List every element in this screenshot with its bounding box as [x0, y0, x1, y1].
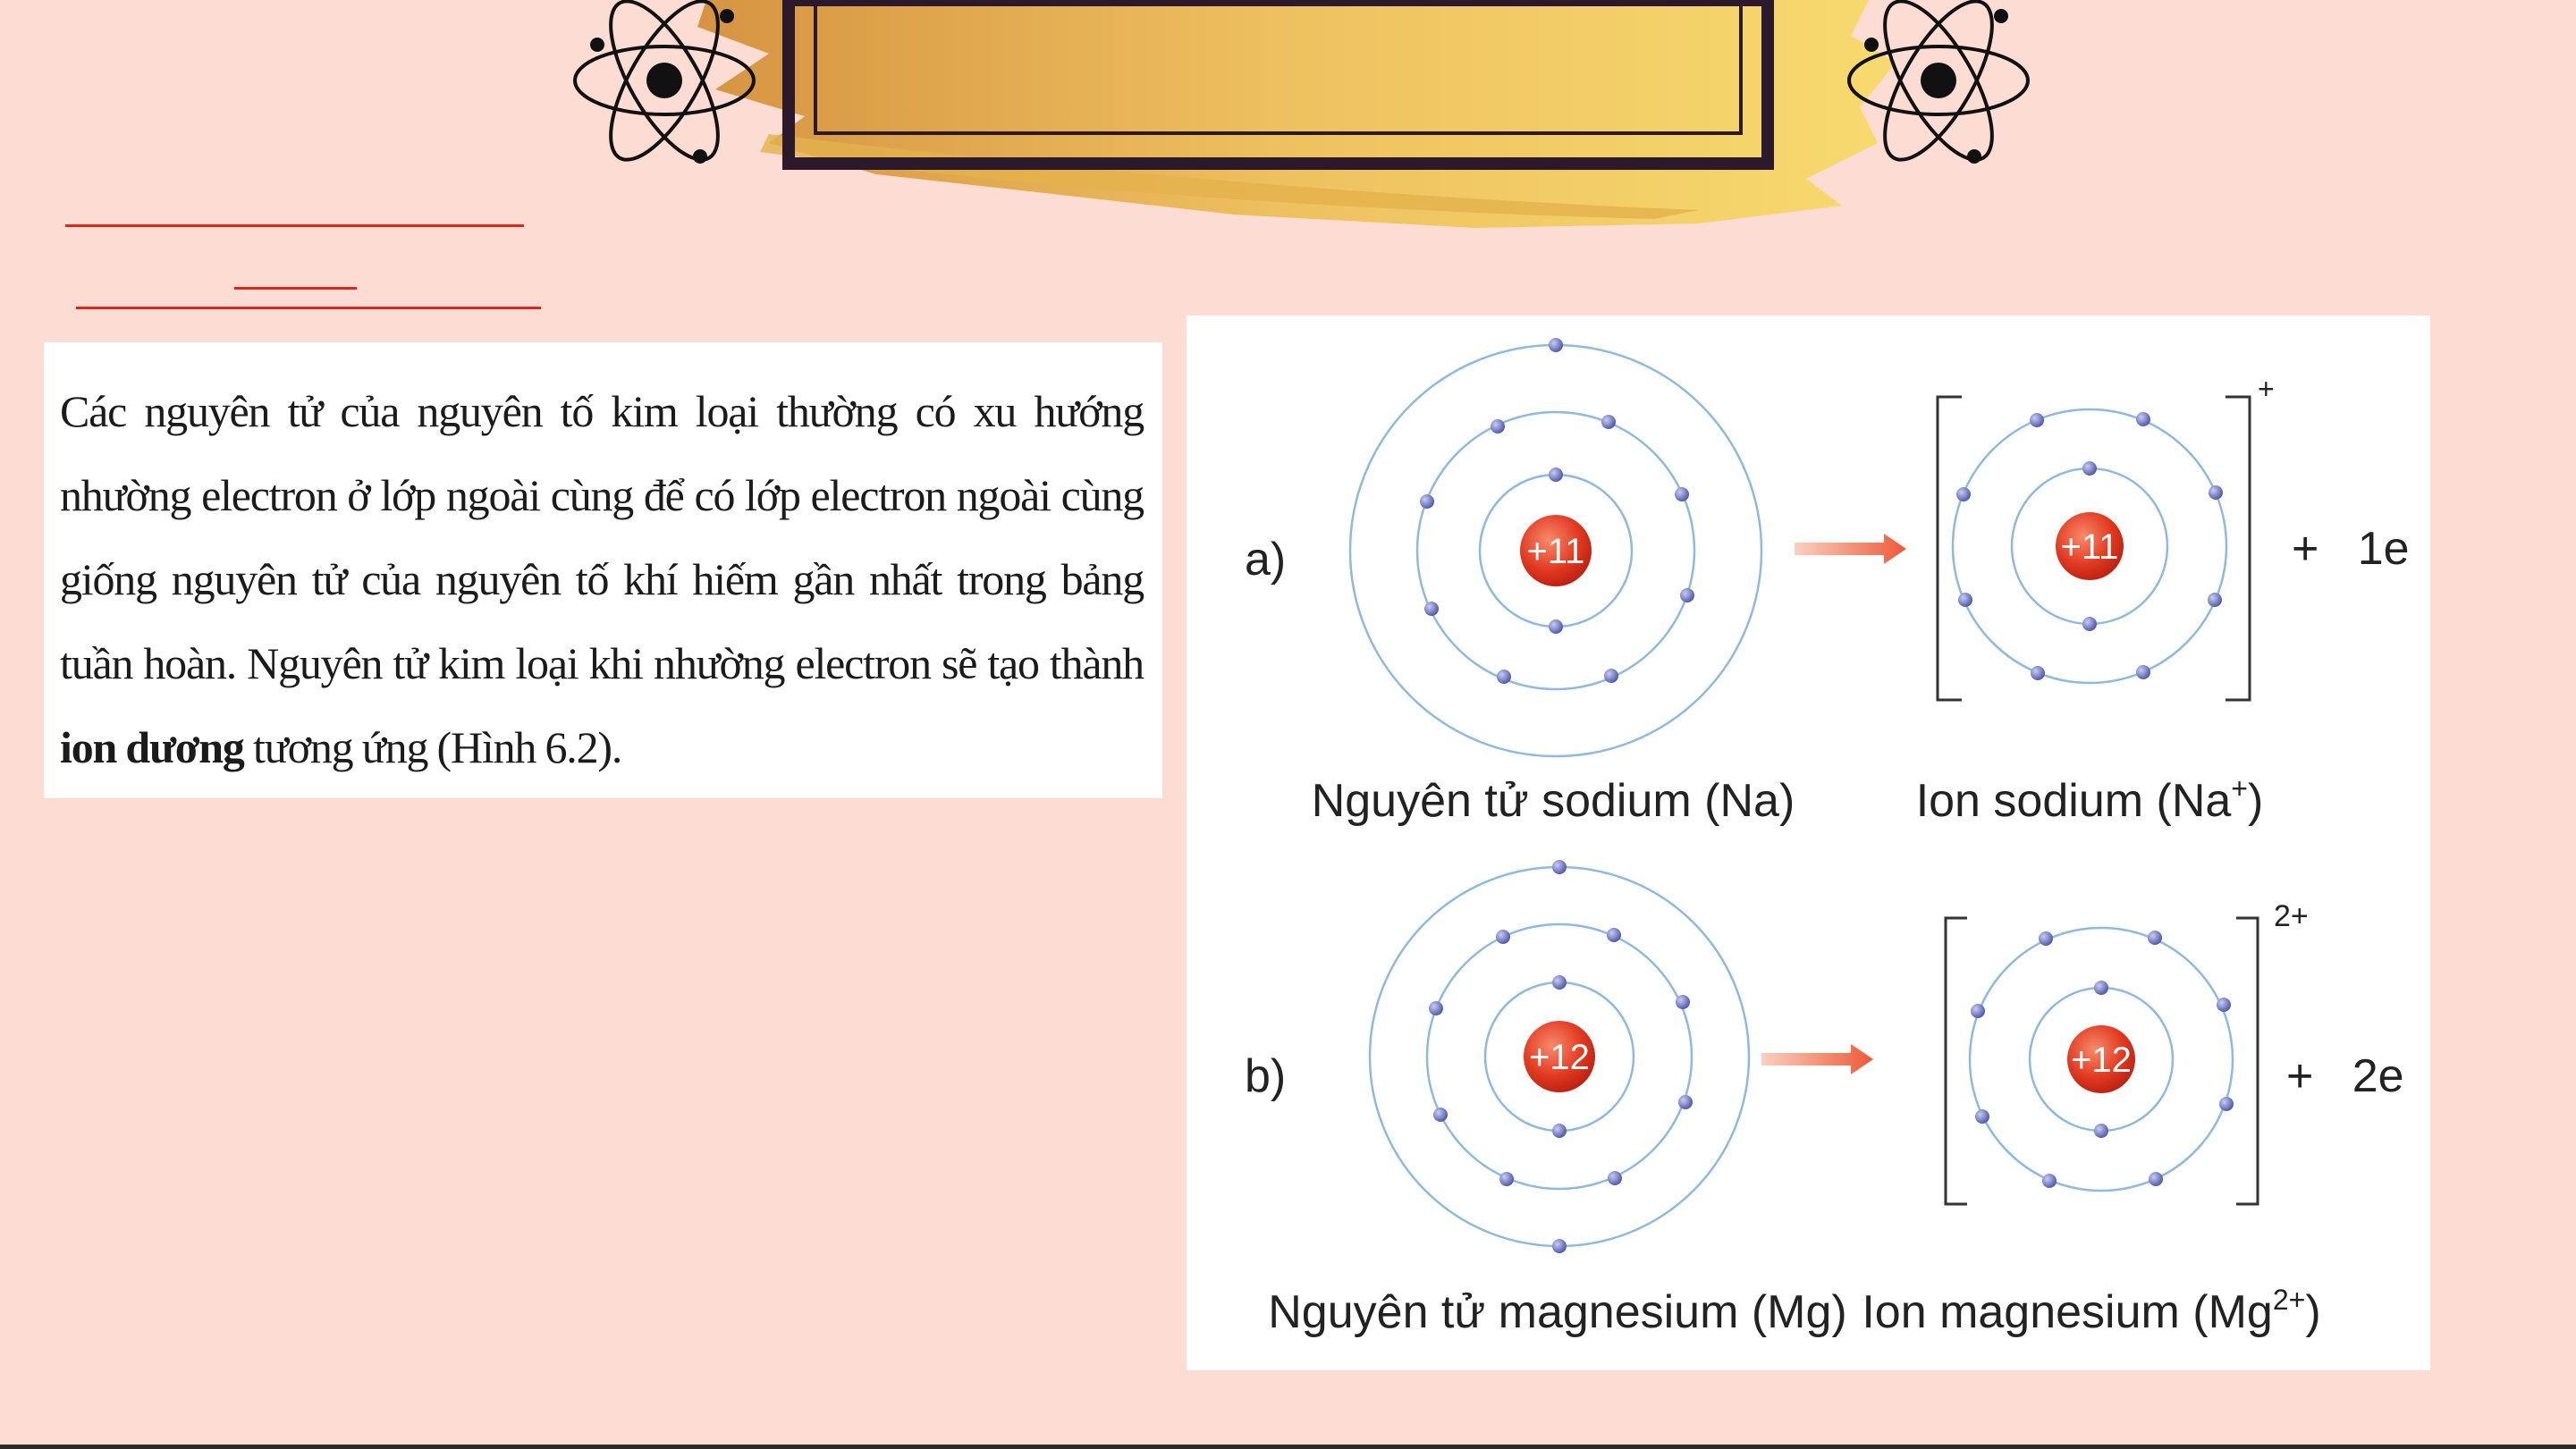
paragraph-text-end: tương ứng (Hình 6.2).	[243, 722, 622, 772]
sodium-ion	[1938, 373, 2275, 700]
figure-6-2	[1187, 316, 2430, 1370]
reaction-arrow	[1795, 534, 1906, 564]
caption-sodium-ion	[1916, 772, 2264, 827]
magnesium-ion	[1946, 899, 2309, 1204]
products-b: + 2e	[2286, 1050, 2404, 1102]
paragraph-bold: ion dương	[60, 722, 244, 772]
caption-ion-suffix: )	[2305, 1286, 2321, 1338]
caption-ion-suffix: )	[2247, 775, 2264, 827]
red-line-2	[234, 287, 357, 290]
nucleus-label: +11	[1526, 532, 1585, 571]
caption-ion-prefix: Ion sodium (Na	[1915, 775, 2232, 827]
atom-diagram	[1187, 316, 2430, 1370]
nucleus-label: +12	[2071, 1040, 2132, 1080]
label-b: b)	[1245, 1050, 1287, 1102]
red-line-1	[65, 224, 524, 227]
charge-b: 2+	[2274, 899, 2309, 933]
reaction-arrow	[1761, 1044, 1873, 1074]
charge-a: +	[2258, 373, 2275, 405]
caption-magnesium-atom: Nguyên tử magnesium (Mg)	[1268, 1286, 1847, 1338]
caption-ion-sup: +	[2231, 772, 2248, 805]
paragraph	[60, 369, 1144, 789]
header-banner	[536, 0, 2057, 241]
products-a: + 1e	[2292, 523, 2410, 575]
bottom-border	[0, 1445, 2576, 1449]
atom-icon-right	[1849, 0, 2028, 175]
sodium-atom	[1350, 338, 1761, 756]
caption-sodium-atom: Nguyên tử sodium (Na)	[1311, 775, 1795, 827]
caption-magnesium-ion	[1862, 1284, 2320, 1338]
caption-ion-sup: 2+	[2272, 1284, 2306, 1316]
nucleus-label: +12	[1529, 1038, 1590, 1077]
caption-ion-prefix: Ion magnesium (Mg	[1862, 1286, 2273, 1338]
label-a: a)	[1245, 534, 1287, 585]
paragraph-text: Các nguyên tử của nguyên tố kim loại thường có xu hướng nhường electron ở lớp ngoài cùng để có lớp electron ngoài cùng giống nguyên tử của nguyên tố khí hiếm gần nhất trong bảng tuần hoàn. Nguyên tử kim loại khi nhường electron sẽ tạo thành	[60, 386, 1144, 688]
red-line-3	[76, 307, 541, 309]
nucleus-label: +11	[2060, 527, 2119, 567]
magnesium-atom	[1370, 860, 1749, 1253]
text-box	[44, 342, 1162, 798]
